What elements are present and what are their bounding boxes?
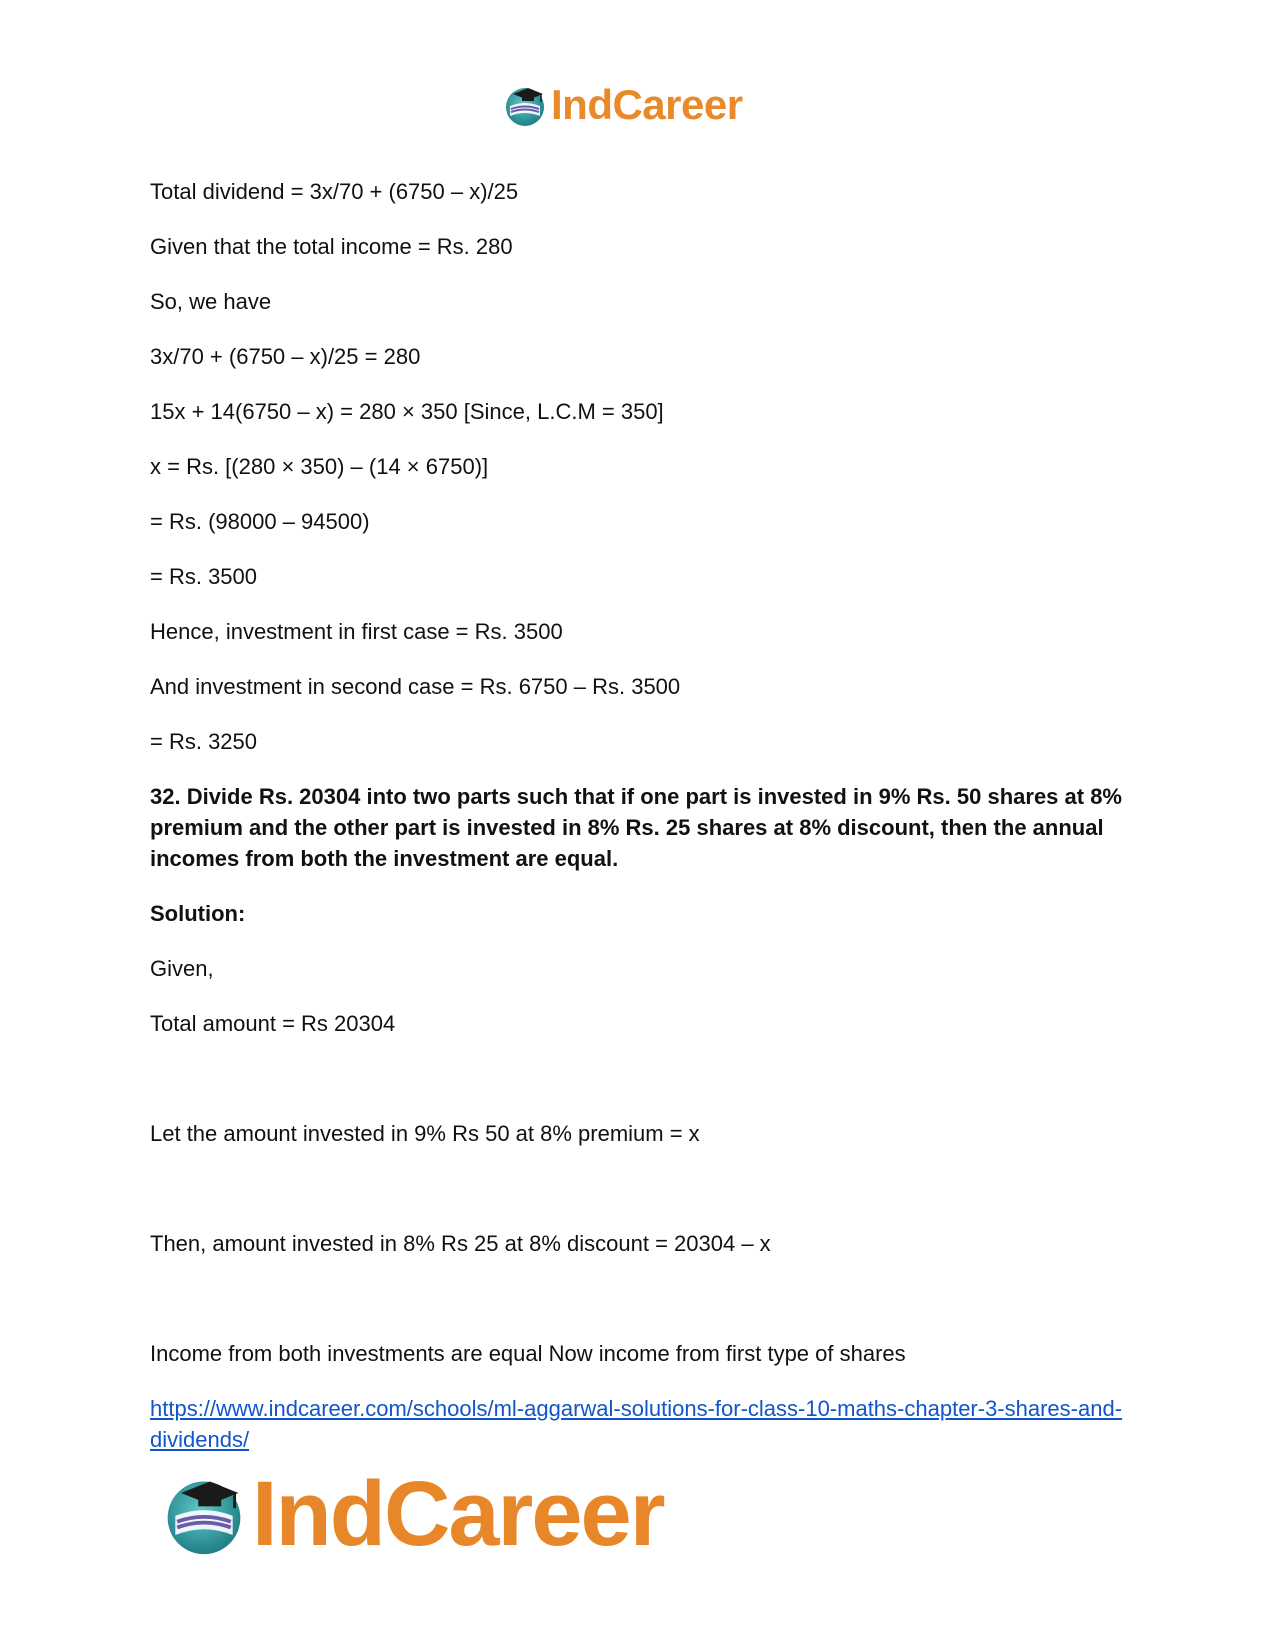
text-line: Hence, investment in first case = Rs. 3500 <box>150 619 563 644</box>
header-logo-text: IndCareer <box>551 81 743 128</box>
text-line: Then, amount invested in 8% Rs 25 at 8% discount = 20304 – x <box>150 1231 771 1256</box>
text-line: Let the amount invested in 9% Rs 50 at 8% premium = x <box>150 1121 700 1146</box>
text-line: Total dividend = 3x/70 + (6750 – x)/25 <box>150 179 519 204</box>
text-line: = Rs. 3500 <box>150 564 258 589</box>
text-line: Total amount = Rs 20304 <box>150 1011 396 1036</box>
source-link[interactable]: https://www.indcareer.com/schools/ml-aggarwal-solutions-for-class-10-maths-chapter-3-shares-and-dividends/ <box>150 1396 1123 1452</box>
text-line: So, we have <box>150 289 272 314</box>
text-line: x = Rs. [(280 × 350) – (14 × 6750)] <box>150 454 489 479</box>
text-line: Given that the total income = Rs. 280 <box>150 234 513 259</box>
text-line: = Rs. (98000 – 94500) <box>150 509 370 534</box>
text-line: 3x/70 + (6750 – x)/25 = 280 <box>150 344 421 369</box>
solution-heading: Solution: <box>150 901 246 926</box>
header-logo <box>502 80 743 130</box>
text-line: Income from both investments are equal Now income from first type of shares <box>150 1341 906 1366</box>
text-line: And investment in second case = Rs. 6750 – Rs. 3500 <box>150 674 681 699</box>
text-line: 15x + 14(6750 – x) = 280 × 350 [Since, L.C.M = 350] <box>150 399 664 424</box>
question-text: 32. Divide Rs. 20304 into two parts such that if one part is invested in 9% Rs. 50 shares at 8% premium and the other part is invested in 8% Rs. 25 shares at 8% discount, then the annual incomes from both the investment are equal. <box>150 784 1122 871</box>
footer-logo-text: IndCareer <box>252 1463 664 1565</box>
graduation-book-icon <box>160 1470 248 1558</box>
text-line: = Rs. 3250 <box>150 729 258 754</box>
text-line: Given, <box>150 956 214 981</box>
graduation-book-icon <box>502 82 548 128</box>
footer-logo <box>160 1463 664 1565</box>
